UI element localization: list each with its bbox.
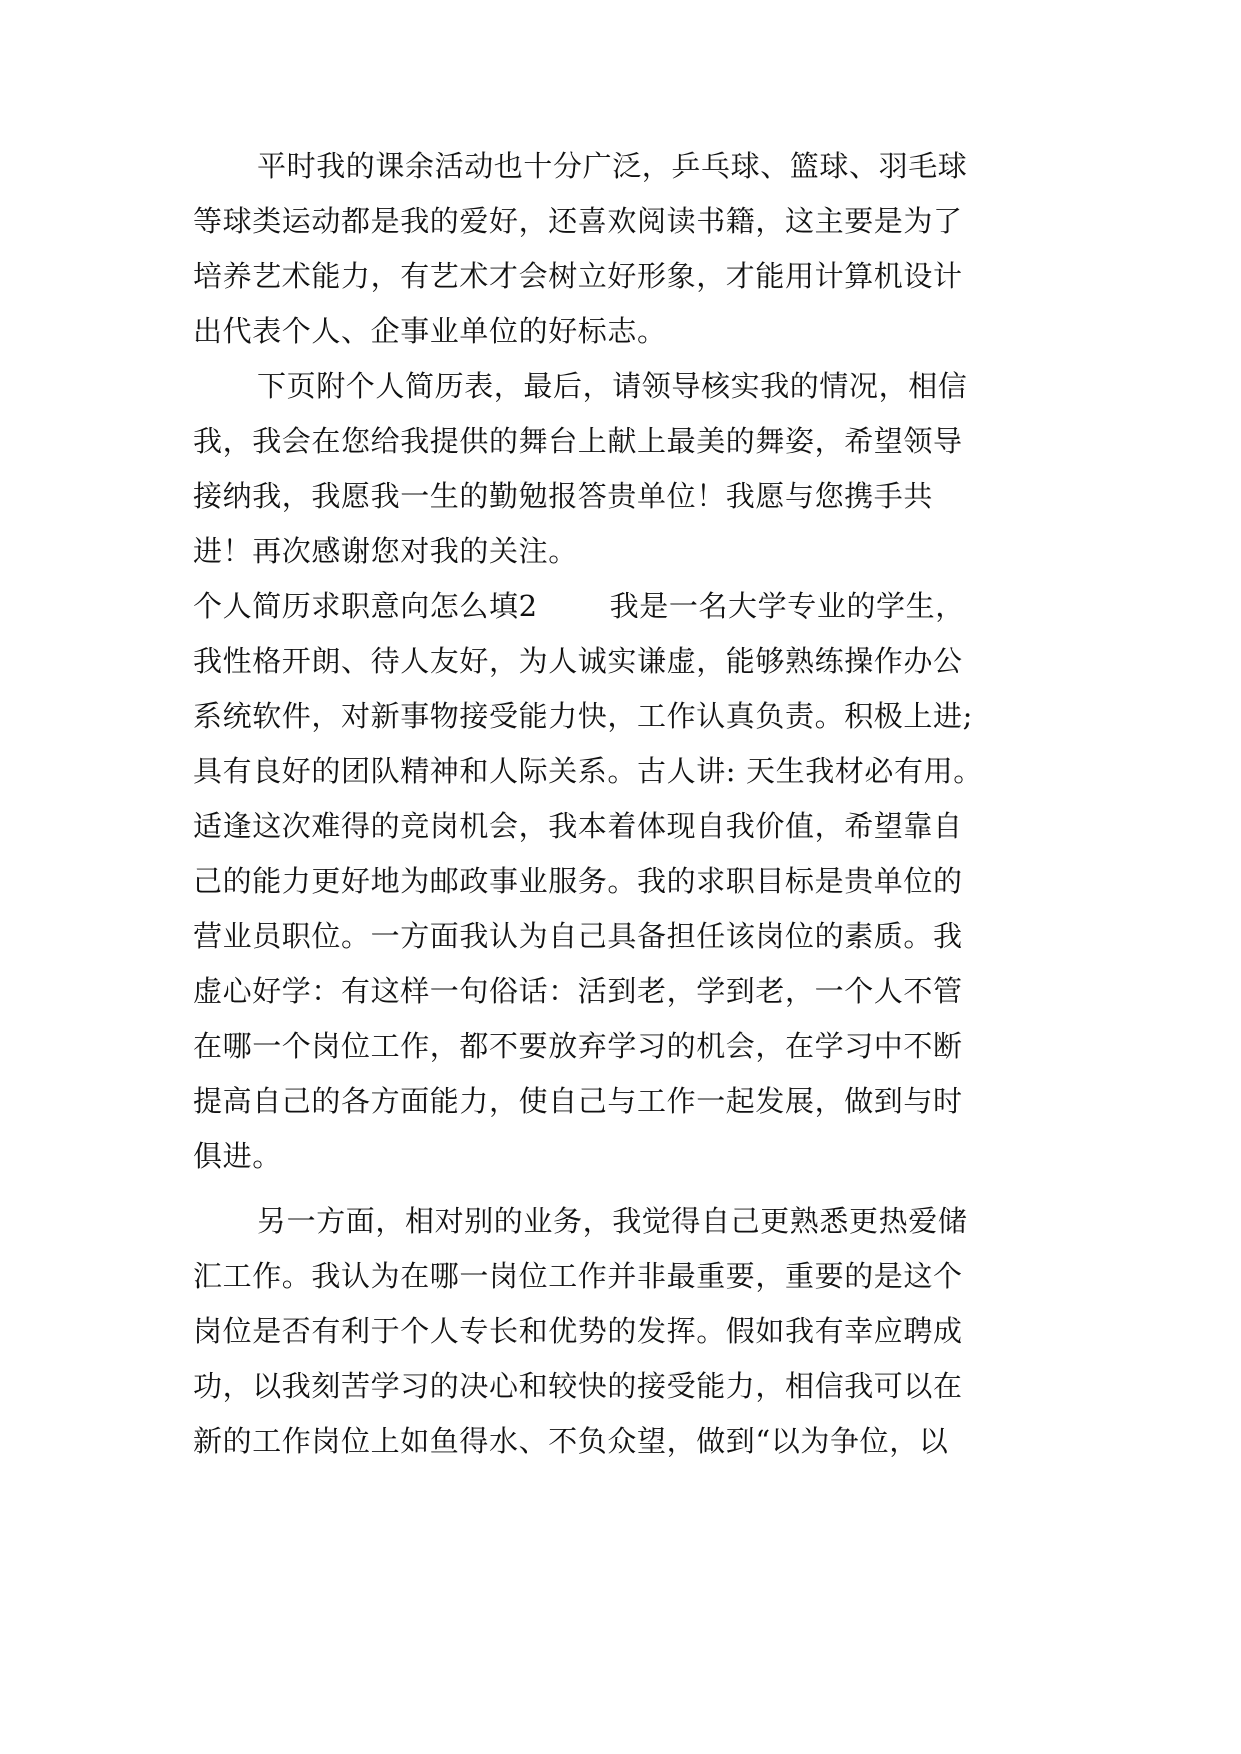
- section-heading-continuation: 我是一名大学专业的学生，: [609, 589, 965, 623]
- paragraph-3-line-3: 具有良好的团队精神和人际关系。古人讲: 天生我材必有用。: [193, 754, 983, 788]
- paragraph-3-line-4: 适逢这次难得的竞岗机会，我本着体现自我价值，希望靠自: [193, 809, 963, 843]
- paragraph-3-line-2: 系统软件，对新事物接受能力快，工作认真负责。积极上进;: [193, 699, 973, 733]
- paragraph-1-line-4: 出代表个人、企事业单位的好标志。: [193, 314, 667, 348]
- paragraph-4-line-3: 岗位是否有利于个人专长和优势的发挥。假如我有幸应聘成: [193, 1314, 963, 1348]
- paragraph-3-line-5: 己的能力更好地为邮政事业服务。我的求职目标是贵单位的: [193, 864, 963, 898]
- paragraph-3-line-9: 提高自己的各方面能力，使自己与工作一起发展，做到与时: [193, 1084, 963, 1118]
- paragraph-3-line-7: 虚心好学：有这样一句俗话：活到老，学到老，一个人不管: [193, 974, 963, 1008]
- paragraph-2-line-4: 进！再次感谢您对我的关注。: [193, 534, 578, 568]
- paragraph-2-line-3: 接纳我，我愿我一生的勤勉报答贵单位！我愿与您携手共: [193, 479, 934, 513]
- paragraph-4-line-5: 新的工作岗位上如鱼得水、不负众望，做到“以为争位，以: [193, 1424, 949, 1458]
- paragraph-1-line-1: 平时我的课余活动也十分广泛，乒乓球、篮球、羽毛球: [257, 149, 968, 183]
- paragraph-2-line-2: 我，我会在您给我提供的舞台上献上最美的舞姿，希望领导: [193, 424, 963, 458]
- paragraph-3-line-1: 我性格开朗、待人友好，为人诚实谦虚，能够熟练操作办公: [193, 644, 963, 678]
- section-heading: 个人简历求职意向怎么填2: [193, 589, 538, 623]
- paragraph-3-line-6: 营业员职位。一方面我认为自己具备担任该岗位的素质。我: [193, 919, 963, 953]
- paragraph-1-line-3: 培养艺术能力，有艺术才会树立好形象，才能用计算机设计: [193, 259, 963, 293]
- paragraph-2-line-1: 下页附个人简历表，最后，请领导核实我的情况，相信: [257, 369, 968, 403]
- paragraph-1-line-2: 等球类运动都是我的爱好，还喜欢阅读书籍，这主要是为了: [193, 204, 963, 238]
- paragraph-3-line-10: 俱进。: [193, 1139, 282, 1173]
- section-heading-line: [193, 586, 1063, 626]
- paragraph-4-line-4: 功，以我刻苦学习的决心和较快的接受能力，相信我可以在: [193, 1369, 963, 1403]
- paragraph-4-line-2: 汇工作。我认为在哪一岗位工作并非最重要，重要的是这个: [193, 1259, 963, 1293]
- paragraph-3-line-8: 在哪一个岗位工作，都不要放弃学习的机会，在学习中不断: [193, 1029, 963, 1063]
- paragraph-4-line-1: 另一方面，相对别的业务，我觉得自己更熟悉更热爱储: [257, 1204, 968, 1238]
